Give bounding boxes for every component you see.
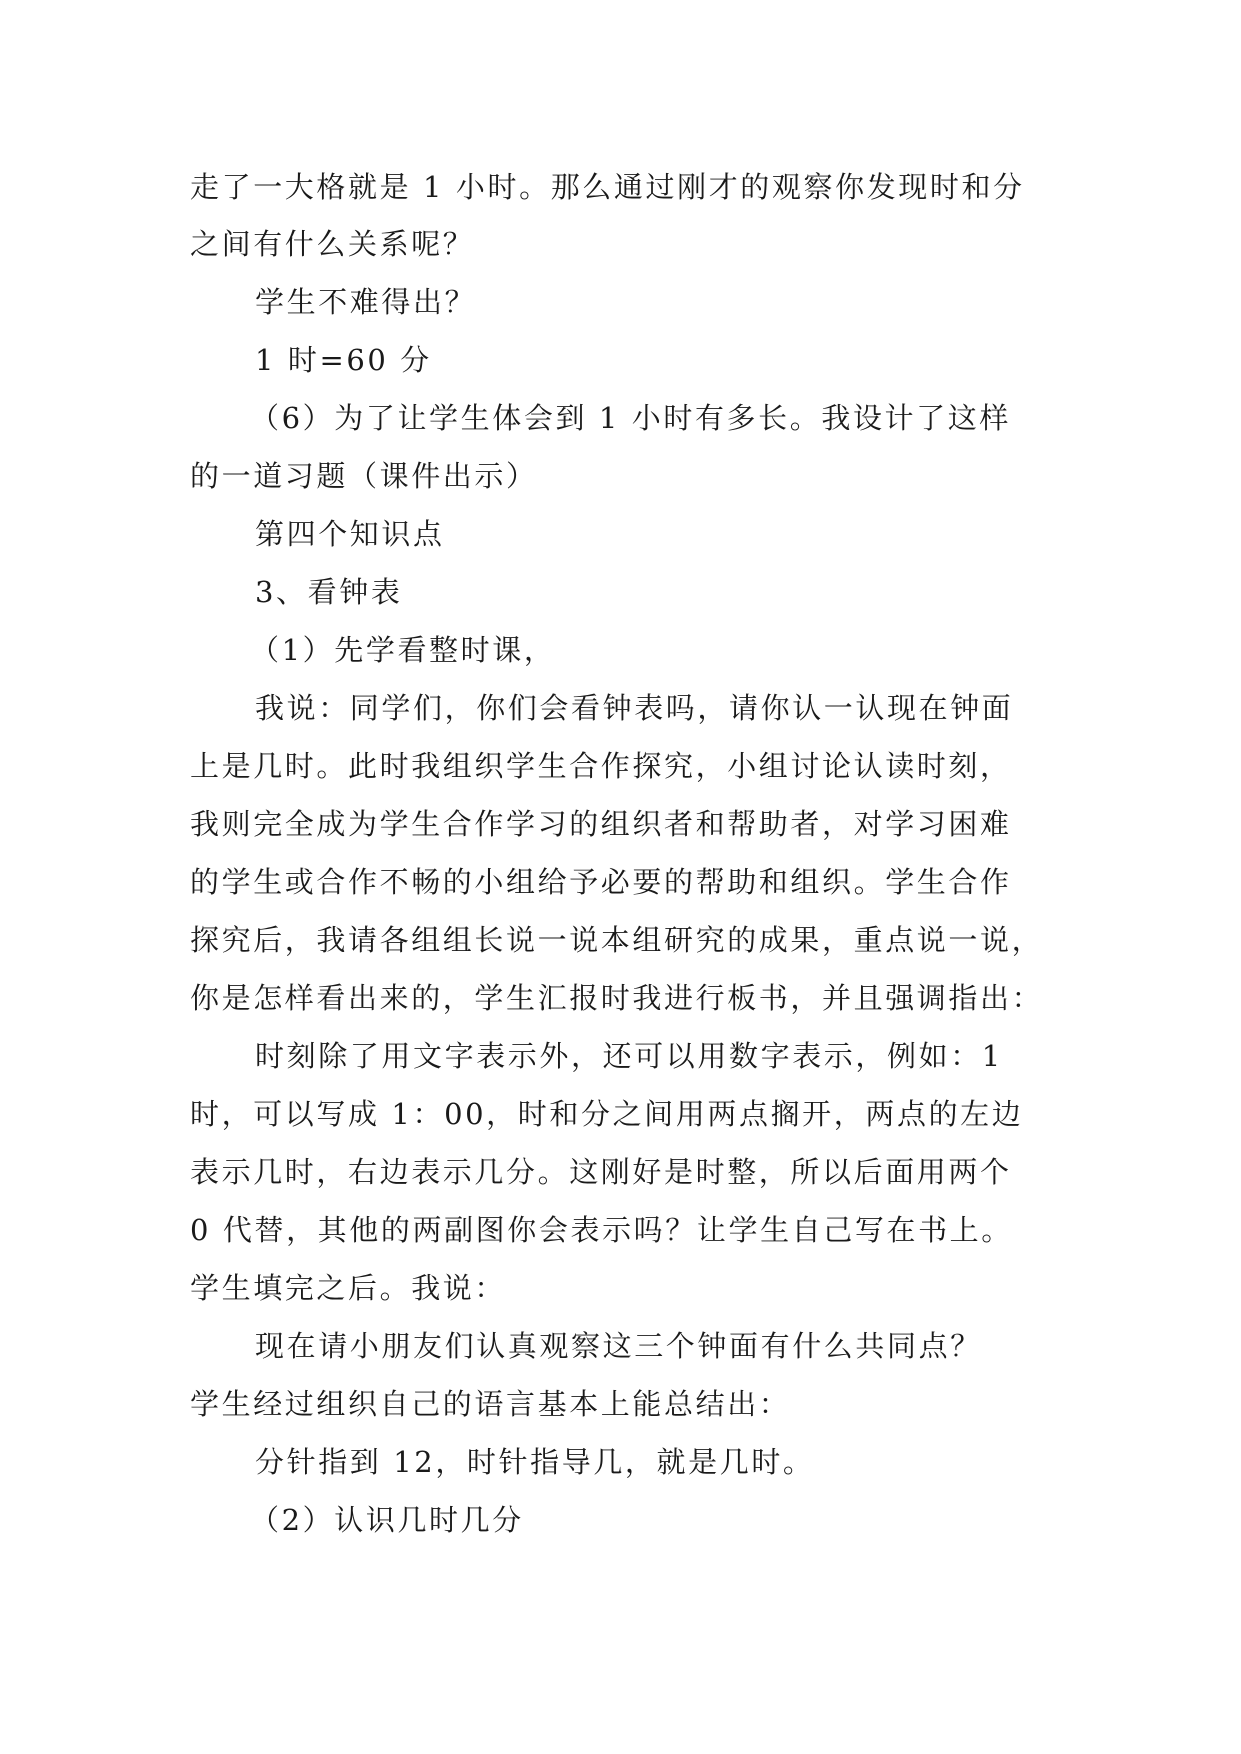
- text-line-10: 我说：同学们，你们会看钟表吗，请你认一认现在钟面: [255, 691, 1014, 725]
- text-line-16: 时刻除了用文字表示外，还可以用数字表示，例如：1: [255, 1039, 1003, 1073]
- text-line-22: 学生经过组织自己的语言基本上能总结出：: [190, 1387, 791, 1421]
- text-line-24: （2）认识几时几分: [250, 1503, 524, 1537]
- text-line-20: 学生填完之后。我说：: [190, 1271, 507, 1305]
- text-line-15: 你是怎样看出来的，学生汇报时我进行板书，并且强调指出：: [190, 981, 1044, 1015]
- text-line-11: 上是几时。此时我组织学生合作探究，小组讨论认读时刻，: [190, 749, 1012, 783]
- text-line-17: 时，可以写成 1：00，时和分之间用两点搁开，两点的左边: [190, 1097, 1024, 1131]
- text-line-19: 0 代替，其他的两副图你会表示吗？让学生自己写在书上。: [190, 1213, 1013, 1247]
- text-line-18: 表示几时，右边表示几分。这刚好是时整，所以后面用两个: [190, 1155, 1012, 1189]
- text-line-5: （6）为了让学生体会到 1 小时有多长。我设计了这样: [250, 401, 1011, 435]
- text-line-8: 3、看钟表: [255, 575, 403, 609]
- text-line-3: 学生不难得出？: [255, 285, 477, 319]
- text-line-23: 分针指到 12，时针指导几，就是几时。: [255, 1445, 815, 1479]
- text-line-6: 的一道习题（课件出示）: [190, 459, 538, 493]
- text-line-2: 之间有什么关系呢？: [190, 227, 475, 261]
- text-line-12: 我则完全成为学生合作学习的组织者和帮助者，对学习困难: [190, 807, 1012, 841]
- text-line-13: 的学生或合作不畅的小组给予必要的帮助和组织。学生合作: [190, 865, 1012, 899]
- text-line-21: 现在请小朋友们认真观察这三个钟面有什么共同点？: [255, 1329, 982, 1363]
- text-line-4: 1 时=60 分: [255, 343, 432, 377]
- text-line-14: 探究后，我请各组组长说一说本组研究的成果，重点说一说，: [190, 923, 1044, 957]
- text-line-9: （1）先学看整时课，: [250, 633, 556, 667]
- text-line-1: 走了一大格就是 1 小时。那么通过刚才的观察你发现时和分: [190, 170, 1025, 204]
- text-line-7: 第四个知识点: [255, 517, 445, 551]
